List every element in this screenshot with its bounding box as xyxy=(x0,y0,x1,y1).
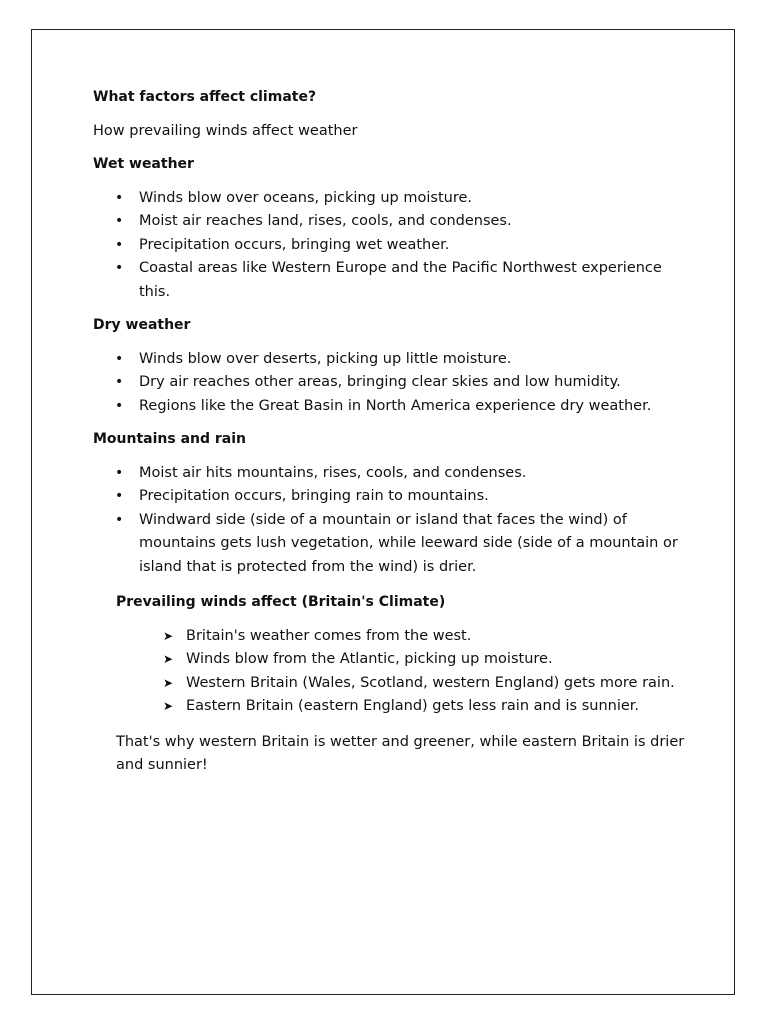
dry-weather-heading: Dry weather xyxy=(93,317,191,333)
list-item: • Winds blow over oceans, picking up moisture. xyxy=(93,187,693,211)
list-item: • Windward side (side of a mountain or island that faces the wind) of mountains gets lush vegetation, while leeward side (side of a mountain or island that is protected from the wind) is drier. xyxy=(93,509,693,580)
list-item: • Moist air reaches land, rises, cools, and condenses. xyxy=(93,210,693,234)
list-item: ➤ Eastern Britain (eastern England) gets less rain and is sunnier. xyxy=(163,695,693,719)
list-item: ➤ Western Britain (Wales, Scotland, western England) gets more rain. xyxy=(163,672,693,696)
wet-weather-heading: Wet weather xyxy=(93,156,194,172)
list-item: ➤ Winds blow from the Atlantic, picking up moisture. xyxy=(163,648,693,672)
arrow-bullet-icon: ➤ xyxy=(163,628,174,643)
list-item: ➤ Britain's weather comes from the west. xyxy=(163,625,693,649)
list-item: • Dry air reaches other areas, bringing clear skies and low humidity. xyxy=(93,371,693,395)
wet-weather-list xyxy=(93,187,693,305)
list-item: • Winds blow over deserts, picking up little moisture. xyxy=(93,348,693,372)
document-body xyxy=(93,86,693,778)
list-item: • Moist air hits mountains, rises, cools, and condenses. xyxy=(93,462,693,486)
britain-list xyxy=(93,625,693,719)
conclusion-text: That's why western Britain is wetter and greener, while eastern Britain is drier and sunnier! xyxy=(116,733,685,773)
list-item: • Precipitation occurs, bringing rain to mountains. xyxy=(93,485,693,509)
britain-heading: Prevailing winds affect (Britain's Climate) xyxy=(116,594,446,610)
mountains-list xyxy=(93,462,693,580)
dry-weather-list xyxy=(93,348,693,419)
document-subtitle: How prevailing winds affect weather xyxy=(93,122,358,139)
arrow-bullet-icon: ➤ xyxy=(163,699,174,713)
list-item: • Precipitation occurs, bringing wet weather. xyxy=(93,234,693,258)
arrow-bullet-icon: ➤ xyxy=(163,652,174,666)
list-item: • Coastal areas like Western Europe and the Pacific Northwest experience this. xyxy=(93,257,693,304)
document-title: What factors affect climate? xyxy=(93,89,317,105)
mountains-heading: Mountains and rain xyxy=(93,431,247,447)
arrow-bullet-icon: ➤ xyxy=(163,675,174,690)
list-item: • Regions like the Great Basin in North America experience dry weather. xyxy=(93,395,693,419)
